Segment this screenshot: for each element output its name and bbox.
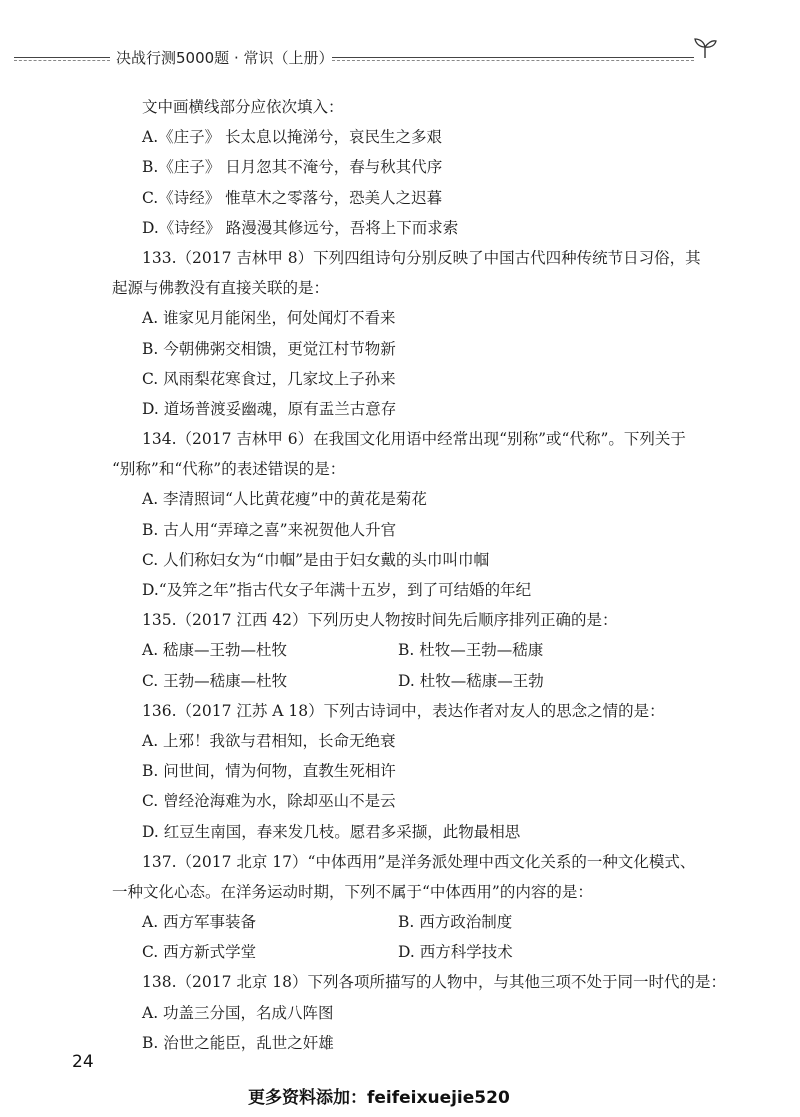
option-b: B. 古人用“弄璋之喜”来祝贺他人升官	[142, 520, 397, 539]
option-a: A. 谁家见月能闲坐，何处闻灯不看来	[142, 309, 396, 328]
question-137: 137.（2017 北京 17）“中体西用”是洋务派处理中西文化关系的一种文化模式、	[142, 852, 696, 871]
footer-note: 更多资料添加：feifeixuejie520	[248, 1088, 510, 1108]
question-137-cont: 一种文化心态。在洋务运动时期，下列不属于“中体西用”的内容的是：	[112, 882, 593, 901]
header-rule-right	[332, 57, 694, 58]
option-a: A. 嵇康—王勃—杜牧	[142, 641, 288, 660]
option-b: B. 治世之能臣，乱世之奸雄	[142, 1033, 334, 1052]
sprout-icon	[692, 34, 718, 60]
options-row	[112, 666, 712, 696]
option-b: B.《庄子》 日月忽其不淹兮，春与秋其代序	[142, 158, 443, 177]
question-138: 138.（2017 北京 18）下列各项所描写的人物中，与其他三项不处于同一时代的是：	[142, 973, 727, 992]
option-a: A. 上邪！我欲与君相知，长命无绝衰	[142, 731, 396, 750]
option-a: A. 西方军事装备	[142, 913, 257, 932]
question-133-cont: 起源与佛教没有直接关联的是：	[112, 279, 330, 298]
option-c: C. 风雨梨花寒食过，几家坟上子孙来	[142, 369, 396, 388]
option-c: C. 曾经沧海难为水，除却巫山不是云	[142, 792, 396, 811]
option-d: D.“及笄之年”指古代女子年满十五岁，到了可结婚的年纪	[142, 581, 532, 599]
question-134: 134.（2017 吉林甲 6）在我国文化用语中经常出现“别称”或“代称”。下列关于	[142, 430, 686, 449]
header-title: 决战行测5000题 · 常识（上册）	[116, 49, 334, 67]
option-d: D. 西方科学技术	[398, 943, 513, 962]
question-134-cont: “别称”和“代称”的表述错误的是：	[112, 460, 346, 479]
option-d: D.《诗经》 路漫漫其修远兮，吾将上下而求索	[142, 218, 459, 237]
question-136: 136.（2017 江苏 A 18）下列古诗词中，表达作者对友人的思念之情的是：	[142, 701, 665, 720]
option-c: C. 王勃—嵇康—杜牧	[142, 671, 288, 690]
option-c: C. 西方新式学堂	[142, 943, 257, 962]
stem-text: 文中画横线部分应依次填入：	[142, 98, 344, 116]
running-header	[14, 44, 714, 68]
question-content	[112, 92, 727, 1058]
option-b: B. 杜牧—王勃—嵇康	[398, 641, 544, 660]
header-rule-left	[14, 57, 110, 58]
option-d: D. 杜牧—嵇康—王勃	[398, 671, 544, 690]
question-133: 133.（2017 吉林甲 8）下列四组诗句分别反映了中国古代四种传统节日习俗，其	[142, 248, 701, 267]
option-d: D. 道场普渡妥幽魂，原有盂兰古意存	[142, 399, 397, 418]
option-c: C. 人们称妇女为“巾帼”是由于妇女戴的头巾叫巾帼	[142, 550, 490, 569]
options-row	[112, 907, 712, 937]
options-row	[112, 937, 712, 967]
option-a: A.《庄子》 长太息以掩涕兮，哀民生之多艰	[142, 128, 443, 147]
option-b: B. 问世间，情为何物，直教生死相许	[142, 762, 396, 781]
option-a: A. 功盖三分国，名成八阵图	[142, 1003, 334, 1022]
option-b: B. 西方政治制度	[398, 913, 513, 932]
option-c: C.《诗经》 惟草木之零落兮，恐美人之迟暮	[142, 188, 443, 207]
option-a: A. 李清照词“人比黄花瘦”中的黄花是菊花	[142, 490, 427, 509]
question-135: 135.（2017 江西 42）下列历史人物按时间先后顺序排列正确的是：	[142, 611, 618, 630]
option-d: D. 红豆生南国，春来发几枝。愿君多采撷，此物最相思	[142, 822, 521, 841]
options-row	[112, 635, 712, 665]
option-b: B. 今朝佛粥交相馈，更觉江村节物新	[142, 339, 396, 358]
page-number: 24	[72, 1052, 94, 1072]
